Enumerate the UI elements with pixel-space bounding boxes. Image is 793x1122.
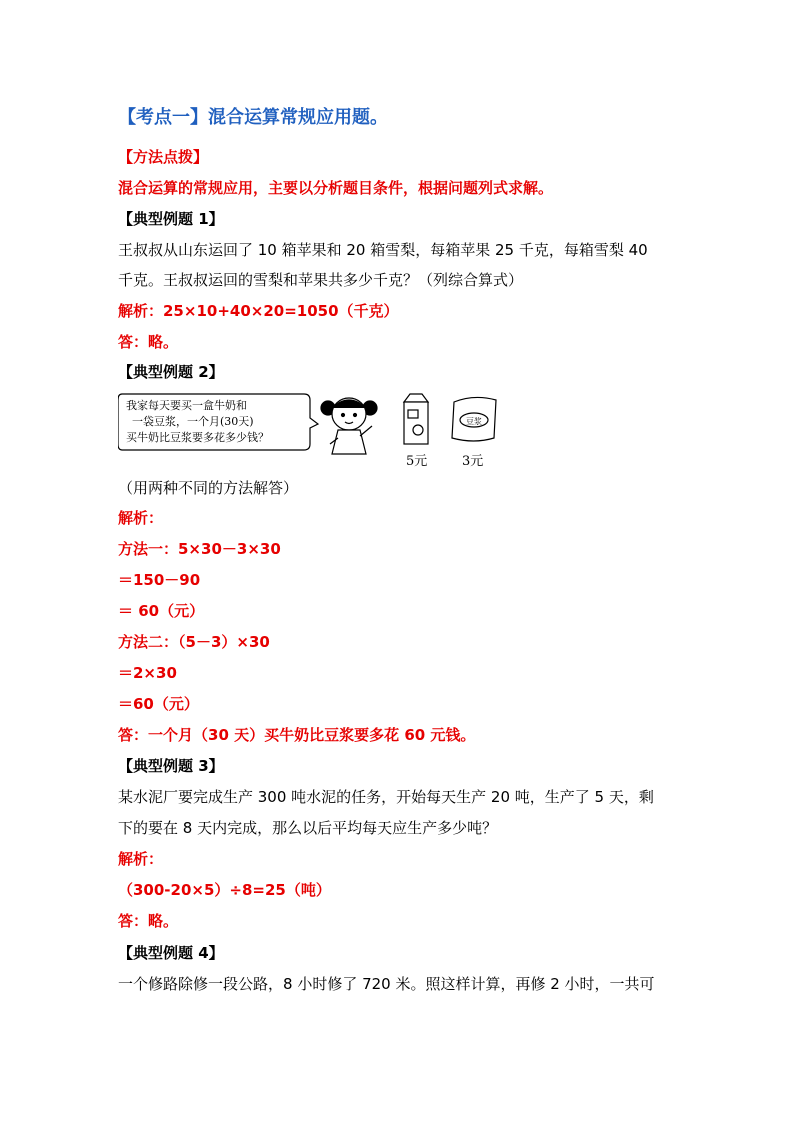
example-3-line-1: 某水泥厂要完成生产 300 吨水泥的任务，开始每天生产 20 吨，生产了 5 天，剩 (118, 788, 654, 806)
example-1-answer: 答：略。 (118, 333, 179, 351)
example-2-instruction: （用两种不同的方法解答） (118, 479, 299, 497)
method-heading: 【方法点拨】 (118, 148, 209, 166)
example-1-heading: 【典型例题 1】 (118, 210, 224, 228)
example-1-solution: 解析：25×10+40×20=1050（千克） (118, 302, 399, 320)
method-1-line-3: ＝ 60（元） (118, 602, 205, 620)
method-1-line-2: ＝150－90 (118, 571, 201, 589)
example-1-line-2: 千克。王叔叔运回的雪梨和苹果共多少千克？（列综合算式） (118, 271, 524, 289)
bubble-line-3: 买牛奶比豆浆要多花多少钱？ (126, 431, 269, 444)
bag-label: 豆浆 (466, 417, 482, 426)
example-3-solution-label: 解析： (118, 850, 164, 868)
example-4-line-1: 一个修路除修一段公路，8 小时修了 720 米。照这样计算，再修 2 小时，一共可 (118, 975, 655, 993)
example-3-answer: 答：略。 (118, 912, 179, 930)
bubble-line-1: 我家每天要买一盒牛奶和 (126, 399, 247, 412)
method-text: 混合运算的常规应用，主要以分析题目条件，根据问题列式求解。 (118, 179, 554, 197)
illustration-svg (118, 388, 508, 468)
example-2-solution-label: 解析： (118, 509, 164, 527)
example-4-heading: 【典型例题 4】 (118, 944, 224, 962)
example-2-illustration (118, 388, 508, 468)
example-2-heading: 【典型例题 2】 (118, 363, 224, 381)
method-2-line-3: ＝60（元） (118, 695, 199, 713)
example-3-heading: 【典型例题 3】 (118, 757, 224, 775)
example-3-line-2: 下的要在 8 天内完成，那么以后平均每天应生产多少吨？ (118, 819, 498, 837)
example-3-solution: （300-20×5）÷8=25（吨） (118, 881, 331, 899)
section-heading: 【考点一】混合运算常规应用题。 (118, 107, 388, 128)
girl-icon (321, 398, 377, 454)
method-1-line-1: 方法一：5×30－3×30 (118, 540, 281, 558)
soy-price: 3元 (462, 454, 484, 469)
example-1-line-1: 王叔叔从山东运回了 10 箱苹果和 20 箱雪梨，每箱苹果 25 千克，每箱雪梨 40 (118, 241, 648, 259)
example-2-answer: 答：一个月（30 天）买牛奶比豆浆要多花 60 元钱。 (118, 726, 476, 744)
milk-price: 5元 (406, 454, 428, 469)
milk-carton-icon (404, 394, 428, 444)
method-2-line-1: 方法二：（5－3）×30 (118, 633, 270, 651)
method-2-line-2: ＝2×30 (118, 664, 177, 682)
bubble-line-2: 一袋豆浆，一个月(30天) (132, 415, 254, 428)
